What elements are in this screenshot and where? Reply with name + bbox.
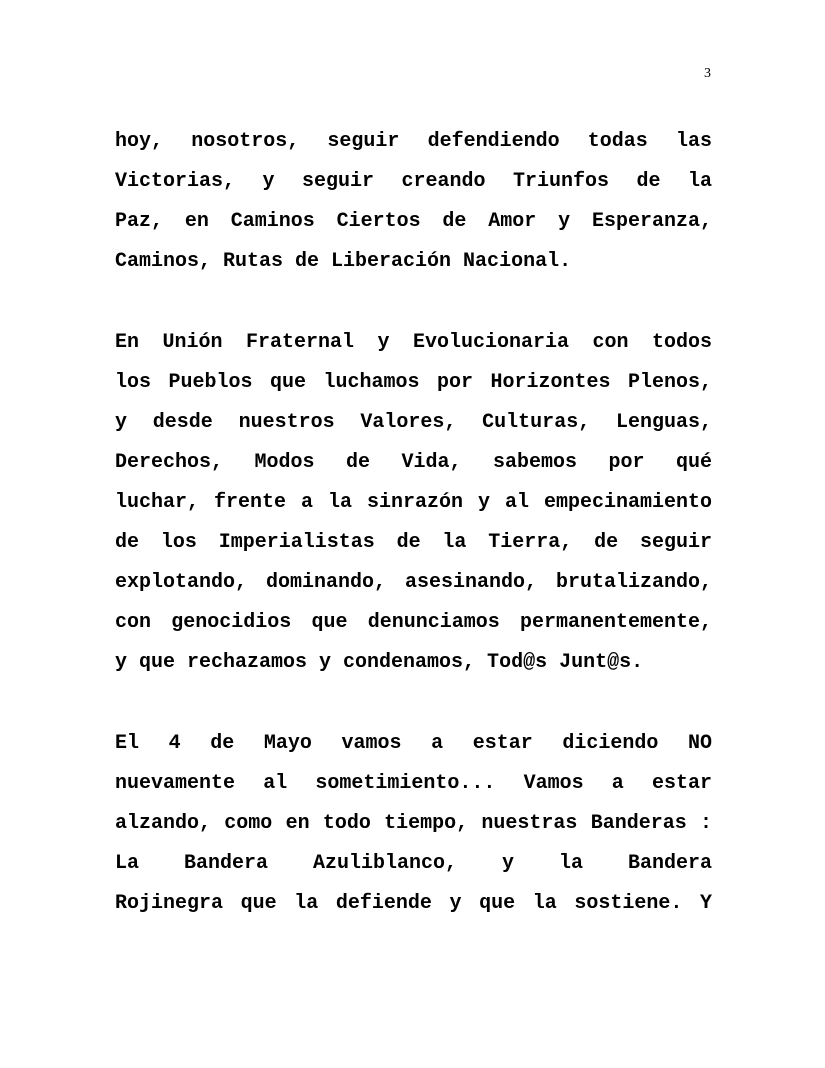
paragraph-line: y que rechazamos y condenamos, Tod@s Junt@s. bbox=[115, 651, 644, 674]
paragraph-line: Victorias, y seguir creando Triunfos de la bbox=[115, 170, 712, 193]
paragraph-line: Rojinegra que la defiende y que la sostiene. Y bbox=[115, 892, 712, 915]
paragraph-line: La Bandera Azuliblanco, y la Bandera bbox=[115, 852, 712, 875]
paragraph-line: luchar, frente a la sinrazón y al empecinamiento bbox=[115, 491, 712, 514]
paragraph-line: nuevamente al sometimiento... Vamos a estar bbox=[115, 772, 712, 795]
paragraph-line: Paz, en Caminos Ciertos de Amor y Esperanza, bbox=[115, 210, 712, 233]
paragraph-line: y desde nuestros Valores, Culturas, Lenguas, bbox=[115, 411, 712, 434]
paragraph-line: los Pueblos que luchamos por Horizontes Plenos, bbox=[115, 371, 712, 394]
page-number: 3 bbox=[704, 66, 711, 81]
paragraph-line: de los Imperialistas de la Tierra, de seguir bbox=[115, 531, 712, 554]
paragraph-line: hoy, nosotros, seguir defendiendo todas las bbox=[115, 130, 712, 153]
paragraph-line: alzando, como en todo tiempo, nuestras Banderas : bbox=[115, 812, 712, 835]
paragraph-1 bbox=[115, 122, 712, 282]
paragraph-3 bbox=[115, 724, 712, 924]
paragraph-line: con genocidios que denunciamos permanentemente, bbox=[115, 611, 712, 634]
paragraph-line: Derechos, Modos de Vida, sabemos por qué bbox=[115, 451, 712, 474]
paragraph-line: En Unión Fraternal y Evolucionaria con todos bbox=[115, 331, 712, 354]
paragraph-line: Caminos, Rutas de Liberación Nacional. bbox=[115, 250, 572, 273]
paragraph-line: explotando, dominando, asesinando, brutalizando, bbox=[115, 571, 712, 594]
paragraph-line: El 4 de Mayo vamos a estar diciendo NO bbox=[115, 732, 712, 755]
paragraph-2 bbox=[115, 323, 712, 683]
